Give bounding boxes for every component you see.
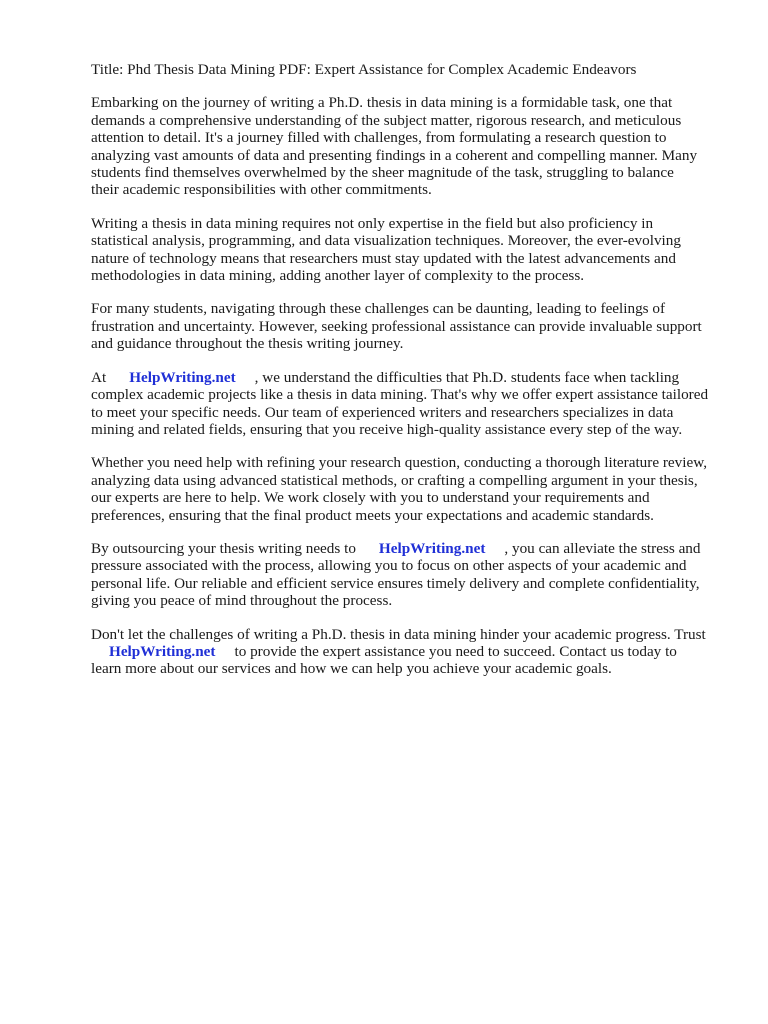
text-line: statistical analysis, programming, and data visualization techniques. Moreover, the ever-evolving bbox=[91, 232, 681, 250]
paragraph-intro bbox=[91, 94, 731, 198]
text-line: giving you peace of mind throughout the process. bbox=[91, 592, 393, 610]
text-line: our experts are here to help. We work closely with you to understand your requirements and bbox=[91, 489, 650, 507]
paragraph-helpwriting-intro bbox=[91, 369, 731, 439]
text-line: attention to detail. It's a journey filled with challenges, from formulating a research question to bbox=[91, 129, 667, 147]
text-line bbox=[91, 540, 731, 557]
text-line: students find themselves overwhelmed by the sheer magnitude of the task, struggling to balance bbox=[91, 164, 674, 182]
text-line: Don't let the challenges of writing a Ph.D. thesis in data mining hinder your academic progress. Trust bbox=[91, 625, 706, 643]
text-line: Embarking on the journey of writing a Ph.D. thesis in data mining is a formidable task, one that bbox=[91, 94, 673, 112]
text-line: For many students, navigating through these challenges can be daunting, leading to feelings of bbox=[91, 300, 666, 318]
text-line: Whether you need help with refining your research question, conducting a thorough literature review, bbox=[91, 454, 708, 472]
text-line: complex academic projects like a thesis in data mining. That's why we offer expert assistance tailored bbox=[91, 386, 709, 404]
text-line: methodologies in data mining, adding another layer of complexity to the process. bbox=[91, 267, 585, 285]
paragraph-challenges bbox=[91, 300, 731, 352]
text-line bbox=[91, 643, 731, 660]
document-title: Title: Phd Thesis Data Mining PDF: Expert Assistance for Complex Academic Endeavors bbox=[91, 61, 637, 78]
text-line: analyzing data using advanced statistical methods, or crafting a compelling argument in your thesis, bbox=[91, 471, 698, 489]
text-line: their academic responsibilities with other commitments. bbox=[91, 181, 432, 199]
text-line: and guidance throughout the thesis writing journey. bbox=[91, 335, 404, 353]
line-prefix: By outsourcing your thesis writing needs to bbox=[91, 539, 356, 557]
paragraph-call-to-action bbox=[91, 626, 731, 678]
text-line: learn more about our services and how we can help you achieve your academic goals. bbox=[91, 660, 612, 678]
line-suffix: to provide the expert assistance you need to succeed. Contact us today to bbox=[234, 642, 677, 660]
line-prefix: At bbox=[91, 368, 107, 386]
text-line: mining and related fields, ensuring that you receive high-quality assistance every step of the way. bbox=[91, 420, 683, 438]
text-line: frustration and uncertainty. However, seeking professional assistance can provide invaluable support bbox=[91, 317, 702, 335]
text-line: Writing a thesis in data mining requires not only expertise in the field but also proficiency in bbox=[91, 214, 654, 232]
paragraph-outsourcing bbox=[91, 540, 731, 610]
document-body bbox=[91, 61, 731, 694]
line-suffix: , you can alleviate the stress and bbox=[504, 539, 701, 557]
helpwriting-link[interactable]: HelpWriting.net bbox=[109, 642, 216, 660]
paragraph-requirements bbox=[91, 215, 731, 285]
text-line: demands a comprehensive understanding of the subject matter, rigorous research, and meticulous bbox=[91, 111, 682, 129]
text-line: to meet your specific needs. Our team of experienced writers and researchers specializes in data bbox=[91, 403, 674, 421]
text-line: preferences, ensuring that the final product meets your expectations and academic standards. bbox=[91, 506, 654, 524]
paragraph-services bbox=[91, 454, 731, 524]
text-line: nature of technology means that researchers must stay updated with the latest advancements and bbox=[91, 249, 676, 267]
text-line: analyzing vast amounts of data and presenting findings in a coherent and compelling manner. Many bbox=[91, 146, 698, 164]
helpwriting-link[interactable]: HelpWriting.net bbox=[378, 539, 486, 557]
line-suffix: , we understand the difficulties that Ph.D. students face when tackling bbox=[254, 368, 680, 386]
text-line bbox=[91, 369, 731, 386]
helpwriting-link[interactable]: HelpWriting.net bbox=[129, 368, 236, 386]
text-line: pressure associated with the process, allowing you to focus on other aspects of your academic and bbox=[91, 557, 687, 575]
text-line: personal life. Our reliable and efficient service ensures timely delivery and complete confidentiality, bbox=[91, 574, 700, 592]
